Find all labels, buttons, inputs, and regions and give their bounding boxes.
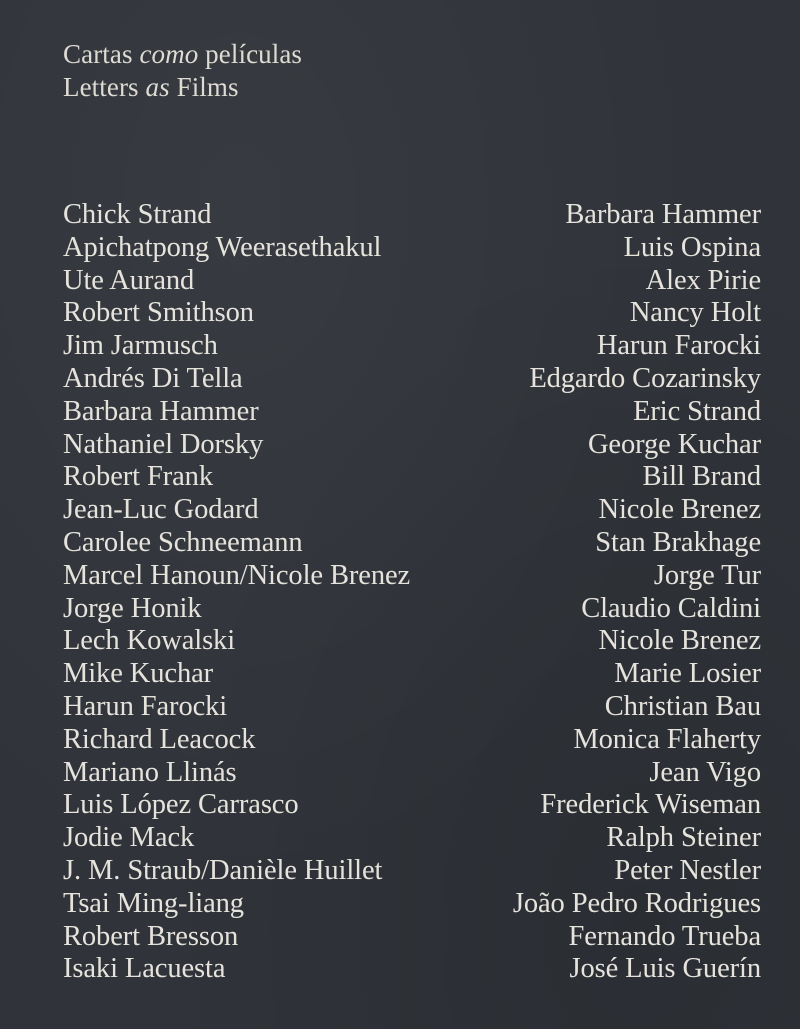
contributor-name-left: Carolee Schneemann (63, 526, 303, 558)
contributor-name-left: Nathaniel Dorsky (63, 428, 264, 460)
contributor-name-right: Harun Farocki (596, 330, 761, 362)
contributor-name-left: Jean-Luc Godard (63, 494, 259, 526)
contributor-name-left: Luis López Carrasco (63, 789, 299, 821)
contributor-name-left: Chick Strand (63, 199, 212, 230)
contributor-name-right: Barbara Hammer (565, 199, 761, 230)
title-spanish-part1: Cartas (63, 39, 140, 69)
names-right-column (513, 199, 761, 986)
contributor-name-left: Lech Kowalski (63, 625, 236, 657)
contributor-name-left: Harun Farocki (63, 690, 228, 722)
contributor-name-right: Fernando Trueba (568, 920, 761, 952)
contributor-name-right: Eric Strand (633, 395, 761, 427)
contributor-name-left: Richard Leacock (63, 723, 256, 755)
contributor-name-left: Apichatpong Weerasethakul (63, 231, 382, 263)
title-spanish-part2: películas (198, 39, 303, 69)
contributor-name-left: Robert Frank (63, 461, 213, 493)
contributor-name-right: Ralph Steiner (606, 822, 761, 854)
contributor-name-right: George Kuchar (587, 428, 761, 460)
contributor-name-right: Marie Losier (614, 658, 761, 690)
contributor-name-left: Isaki Lacuesta (63, 953, 226, 985)
title-english-part1: Letters (63, 72, 146, 102)
contributor-name-right: José Luis Guerín (569, 953, 761, 985)
contributor-name-right: Stan Brakhage (595, 526, 761, 558)
contributor-name-right: Bill Brand (642, 461, 761, 493)
contributor-name-left: Jim Jarmusch (63, 330, 218, 362)
title-spanish (63, 38, 302, 71)
contributor-name-right: Jorge Tur (653, 559, 761, 591)
title-english (63, 71, 302, 104)
contributor-name-left: Robert Smithson (63, 297, 254, 329)
contributor-name-right: Luis Ospina (623, 231, 761, 263)
title-block (63, 38, 302, 104)
contributor-name-right: Edgardo Cozarinsky (529, 362, 761, 394)
contributor-name-right: João Pedro Rodrigues (512, 887, 761, 919)
names-left-column (63, 199, 410, 986)
contributor-name-right: Claudio Caldini (581, 592, 761, 624)
title-english-italic: as (145, 72, 170, 102)
contributor-name-left: Jodie Mack (63, 822, 195, 854)
title-spanish-italic: como (139, 39, 199, 69)
contributor-name-left: Jorge Honik (63, 592, 202, 624)
contributor-name-right: Peter Nestler (614, 854, 761, 886)
contributor-name-right: Frederick Wiseman (540, 789, 761, 821)
title-english-part2: Films (169, 72, 239, 102)
contributor-name-left: Ute Aurand (63, 264, 195, 296)
contributor-name-right: Nicole Brenez (598, 494, 761, 526)
contributor-name-left: Robert Bresson (63, 920, 239, 952)
contributor-name-left: Mike Kuchar (63, 658, 214, 690)
contributor-name-left: Mariano Llinás (63, 756, 237, 788)
contributor-name-left: Marcel Hanoun/Nicole Brenez (63, 559, 411, 591)
contributor-name-right: Monica Flaherty (573, 723, 761, 755)
contributor-name-left: J. M. Straub/Danièle Huillet (63, 854, 383, 886)
contributor-name-left: Andrés Di Tella (63, 362, 243, 394)
contributor-name-right: Alex Pirie (645, 264, 761, 296)
contributor-name-right: Jean Vigo (649, 756, 761, 788)
contributor-name-right: Christian Bau (604, 690, 761, 722)
contributor-name-right: Nicole Brenez (598, 625, 761, 657)
contributor-name-left: Barbara Hammer (63, 395, 259, 427)
contributor-name-left: Tsai Ming-liang (63, 887, 244, 919)
contributor-name-right: Nancy Holt (629, 297, 761, 329)
